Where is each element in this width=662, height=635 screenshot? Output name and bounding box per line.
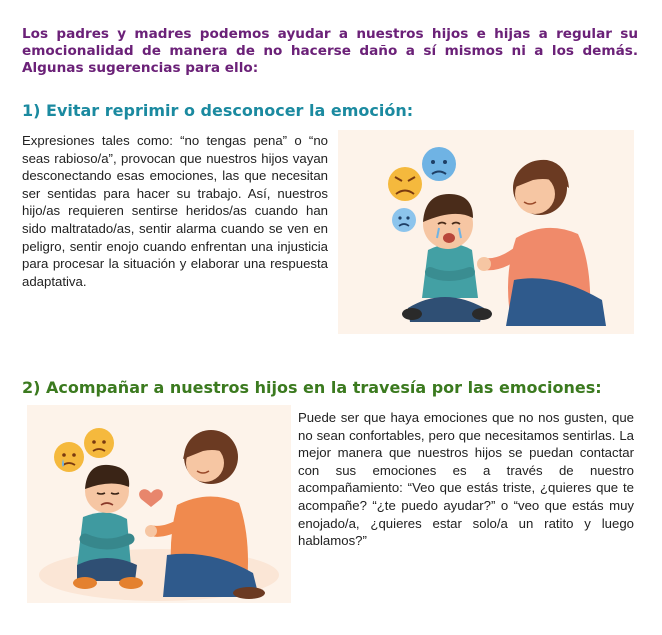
angry-face-icon [388, 167, 422, 201]
section-2-body: Puede ser que haya emociones que no nos gusten, que no sean confortables, pero que necesitamos sentirlas. La mejor manera que nuestros hijos se puedan contactar con sus emociones es a través de nuestro acompañamiento: “Veo que estás triste, ¿quieres que te acompañe? “¿te puedo ayudar?” o “veo que estás muy enojado/a, ¿quieres estar solo/a un ratito y luego hablamos?” [298, 410, 634, 549]
worried-face-icon [84, 428, 114, 458]
illustration-mother-accompanying-sad-child [27, 405, 291, 603]
sad-face-blue-icon [422, 147, 456, 181]
section-1-title: 1) Evitar reprimir o desconocer la emoción: [22, 101, 414, 120]
sad-face-tear-icon [54, 442, 84, 472]
intro-paragraph: Los padres y madres podemos ayudar a nuestros hijos e hijas a regular su emocionalidad de manera de no hacerse daño a sí mismos ni a los demás. Algunas sugerencias para ello: [22, 26, 638, 76]
sad-face-small-icon [392, 208, 416, 232]
illustration-mother-comforting-crying-child [338, 130, 634, 334]
section-2-title: 2) Acompañar a nuestros hijos en la travesía por las emociones: [22, 378, 602, 397]
section-1-body: Expresiones tales como: “no tengas pena” o “no seas rabioso/a”, provocan que nuestros hijos vayan desconectando esas emociones, las que necesitan ser sentidas para hacer su trabajo. Así, nuestros hijo/as requieren sentirse heridos/as cuando han sido maltratado/as, sentir alarma cuando se ven en peligro, sentir enojo cuando enfrentan una injusticia para procesar la situación y elaborar una respuesta adaptativa. [22, 133, 328, 289]
